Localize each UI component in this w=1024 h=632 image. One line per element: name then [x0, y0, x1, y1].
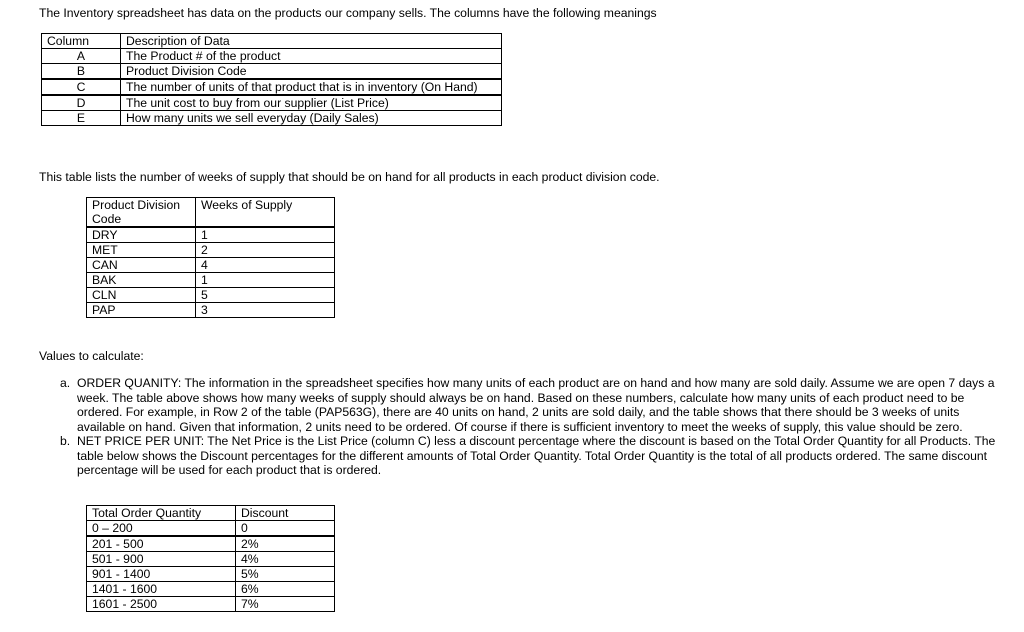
table-cell: 1 [196, 273, 335, 288]
list-item [60, 434, 1010, 478]
table-cell: 6% [236, 582, 335, 597]
table-row [87, 273, 335, 288]
header-cell: Column [42, 34, 121, 49]
intro-text: The Inventory spreadsheet has data on the products our company sells. The columns have the following meanings [39, 6, 657, 20]
table-cell: CLN [87, 288, 196, 303]
table-cell: D [42, 95, 121, 111]
table-header-row [87, 198, 335, 228]
table-cell: 2% [236, 536, 335, 552]
list-item-text: NET PRICE PER UNIT: The Net Price is the List Price (column C) less a discount percentage where the discount is based on the Total Order Quantity for all Products. The table below shows the Discount percentages for the different amounts of Total Order Quantity. Total Order Quantity is the total of all products ordered. The same discount percentage will be used for each product that is ordered. [77, 434, 996, 477]
table-cell: 0 – 200 [87, 521, 236, 537]
list-marker: b. [60, 434, 71, 448]
list-item [60, 376, 1010, 434]
table-cell: The Product # of the product [121, 49, 502, 64]
discount-table [86, 505, 335, 612]
columns-table [41, 33, 502, 126]
table-cell: 4 [196, 258, 335, 273]
table-cell: 3 [196, 303, 335, 318]
weeks-of-supply-table [86, 197, 335, 318]
values-heading: Values to calculate: [39, 349, 144, 363]
list-marker: a. [60, 376, 71, 390]
table-row [87, 258, 335, 273]
table-row [87, 582, 335, 597]
table-cell: BAK [87, 273, 196, 288]
table-row [42, 64, 502, 80]
header-cell: Total Order Quantity [87, 506, 236, 521]
table-cell: B [42, 64, 121, 80]
table-row [87, 567, 335, 582]
table-header-row [42, 34, 502, 49]
table-row [42, 79, 502, 95]
table-cell: 5 [196, 288, 335, 303]
header-cell: Product Division Code [87, 198, 196, 228]
table-cell: 1 [196, 227, 335, 243]
table-row [87, 303, 335, 318]
table-cell: The unit cost to buy from our supplier (List Price) [121, 95, 502, 111]
list-item-text: ORDER QUANITY: The information in the spreadsheet specifies how many units of each product are on hand and how many are sold daily. Assume we are open 7 days a week. The table above shows how many weeks of supply should always be on hand. Based on these numbers, calculate how many units of each product need to be ordered. For example, in Row 2 of the table (PAP563G), there are 40 units on hand, 2 units are sold daily, and the table shows that there should be 3 weeks of units available on hand. Given that information, 2 units need to be ordered. Of course if there is sufficient inventory to meet the weeks of supply, this value should be zero. [77, 376, 995, 434]
table-cell: E [42, 111, 121, 126]
values-list [60, 376, 1010, 478]
table-cell: 5% [236, 567, 335, 582]
header-cell: Weeks of Supply [196, 198, 335, 228]
header-cell: Description of Data [121, 34, 502, 49]
weeks-intro-text: This table lists the number of weeks of supply that should be on hand for all products in each product division code. [39, 170, 660, 184]
table-row [87, 552, 335, 567]
table-cell: 0 [236, 521, 335, 537]
table-cell: CAN [87, 258, 196, 273]
table-cell: How many units we sell everyday (Daily Sales) [121, 111, 502, 126]
table-row [42, 111, 502, 126]
header-cell: Discount [236, 506, 335, 521]
table-row [87, 521, 335, 537]
table-row [42, 95, 502, 111]
table-cell: 1601 - 2500 [87, 597, 236, 612]
table-header-row [87, 506, 335, 521]
table-cell: 901 - 1400 [87, 567, 236, 582]
table-cell: C [42, 79, 121, 95]
table-row [87, 597, 335, 612]
table-cell: 201 - 500 [87, 536, 236, 552]
table-row [87, 243, 335, 258]
table-row [87, 536, 335, 552]
table-cell: PAP [87, 303, 196, 318]
table-cell: MET [87, 243, 196, 258]
table-cell: A [42, 49, 121, 64]
table-cell: The number of units of that product that is in inventory (On Hand) [121, 79, 502, 95]
table-cell: 4% [236, 552, 335, 567]
table-cell: 7% [236, 597, 335, 612]
table-cell: 1401 - 1600 [87, 582, 236, 597]
table-cell: DRY [87, 227, 196, 243]
table-row [42, 49, 502, 64]
table-row [87, 227, 335, 243]
table-cell: 501 - 900 [87, 552, 236, 567]
table-cell: 2 [196, 243, 335, 258]
table-cell: Product Division Code [121, 64, 502, 80]
table-row [87, 288, 335, 303]
